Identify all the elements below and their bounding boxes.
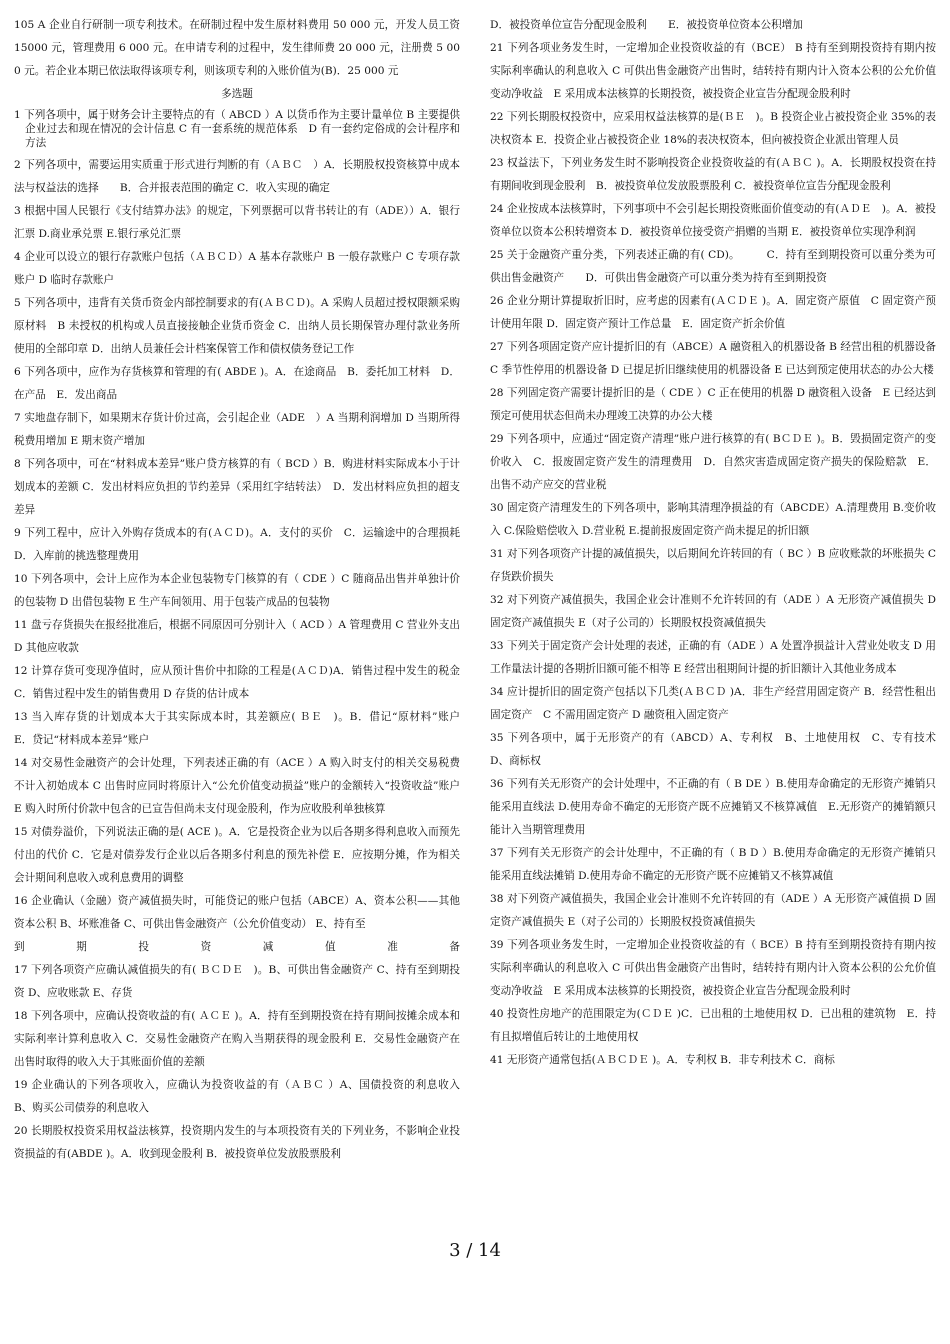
question-paragraph: 31 对下列各项资产计提的减值损失，以后期间允许转回的有（ BC ）B 应收账款的坏账损失 C 存货跌价损失 — [490, 548, 936, 583]
left-text-column — [14, 14, 471, 1166]
question-paragraph: 27 下列各项固定资产应计提折旧的有（ABCE）A 融资租入的机器设备 B 经营出租的机器设备 C 季节性停用的机器设备 D 已提足折旧继续使用的机器设备 E 已达到预定使用状态的办公大楼 — [490, 341, 936, 376]
question-paragraph: 14 对交易性金融资产的会计处理，下列表述正确的有（ACE ）A 购入时支付的相关交易税费不计入初始成本 C 出售时应同时将原计入“公允价值变动损益”账户的金额转入“投资收益”账户 E 购入时所付价款中包含的已宣告但尚未支付现金股利，作为应收股利单独核算 — [14, 757, 460, 815]
question-paragraph: 24 企业按成本法核算时，下列事项中不会引起长期投资账面价值变动的有(ＡＤＥ )。A．被投资单位以资本公积转增资本 D．被投资单位接受资产捐赠的当期 E．被投资单位实现净利润 — [490, 203, 936, 238]
question-paragraph: 7 实地盘存制下，如果期末存货计价过高，会引起企业（ADE ）A 当期利润增加 D 当期所得税费用增加 E 期末资产增加 — [14, 412, 460, 447]
question-paragraph: 39 下列各项业务发生时，一定增加企业投资收益的有（ BCE）B 持有至到期投资持有期内按实际利率确认的利息收入 C 可供出售金融资产出售时，结转持有期内计入资本公积的公允价值变动净收益 E 采用成本法核算的长期投资，被投资企业宣告分配现金股利时 — [490, 939, 936, 997]
question-paragraph: 19 企业确认的下列各项收入，应确认为投资收益的有（ＡＢＣ ）A、国债投资的利息收入 B、购买公司债券的利息收入 — [14, 1079, 471, 1114]
question-paragraph: 33 下列关于固定资产会计处理的表述，正确的有（ADE ）A 处置净损益计入营业处收支 D 用工作量法计提的各期折旧额可能不相等 E 经营出租期间计提的折旧额计入其他业务成本 — [490, 640, 936, 675]
question-paragraph: 37 下列有关无形资产的会计处理中，不正确的有（ B D ）B.使用寿命确定的无形资产摊销只能采用直线法摊销 D.使用寿命不确定的无形资产既不应摊销又不核算减值 — [490, 847, 936, 882]
question-paragraph: D．被投资单位宣告分配现金股利 E．被投资单位资本公积增加 — [490, 19, 803, 31]
question-paragraph: 35 下列各项中，属于无形资产的有（ABCD）A、专利权 B、土地使用权 C、专有技术 D、商标权 — [490, 732, 947, 767]
question-paragraph: 36 下列有关无形资产的会计处理中，不正确的有（ B DE ）B.使用寿命确定的无形资产摊销只能采用直线法 D.使用寿命不确定的无形资产既不应摊销又不核算减值 E.无形资产的摊销额只能计入当期管理费用 — [490, 778, 936, 836]
question-paragraph: 25 关于金融资产重分类，下列表述正确的有( CD)。 C．持有至到期投资可以重分类为可供出售金融资产 D．可供出售金融资产可以重分类为持有至到期投资 — [490, 249, 936, 284]
question-paragraph: 26 企业分期计算提取折旧时，应考虑的因素有(ＡＣＤＥ )。A．固定资产原值 C 固定资产预计使用年限 D．固定资产预计工作总量 E．固定资产折余价值 — [490, 295, 936, 330]
question-paragraph: 1 下列各项中，属于财务会计主要特点的有（ ABCD ）A 以货币作为主要计量单位 B 主要提供企业过去和现在情况的会计信息 C 有一套系统的规范体系 D 有一套约定俗成的会计程序和方法 — [14, 109, 460, 149]
question-paragraph: 28 下列固定资产需要计提折旧的是（ CDE ）C 正在使用的机器 D 融资租入设备 E 已经达到预定可使用状态但尚未办理竣工决算的办公大楼 — [490, 387, 936, 422]
question-paragraph: 2 下列各项中，需要运用实质重于形式进行判断的有（ＡＢＣ ）A．长期股权投资核算中成本法与权益法的选择 B．合并报表范围的确定 C．收入实现的确定 — [14, 159, 460, 194]
question-paragraph: 23 权益法下，下列业务发生时不影响投资企业投资收益的有(ＡＢＣ )。A．长期股权投资在持有期间收到现金股利 B．被投资单位发放股票股利 C．被投资单位宣告分配现金股利 — [490, 157, 936, 192]
question-paragraph: 40 投资性房地产的范围限定为(ＣＤＥ )C．已出租的土地使用权 D．已出租的建筑物 E．持有且拟增值后转让的土地使用权 — [490, 1008, 936, 1043]
page-number: 3 / 14 — [449, 1240, 501, 1261]
question-paragraph: 34 应计提折旧的固定资产包括以下几类(ＡＢＣＤ )A．非生产经营用固定资产 B．经营性租出固定资产 C 不需用固定资产 D 融资租入固定资产 — [490, 686, 936, 721]
right-text-column — [490, 14, 947, 1072]
question-paragraph: 多选题 — [221, 88, 253, 100]
question-paragraph: 41 无形资产通常包括(ＡＢＣＤＥ )。A．专利权 B．非专利技术 C．商标 — [490, 1054, 835, 1066]
question-paragraph: 10 下列各项中，会计上应作为本企业包装物专门核算的有（ CDE ）C 随商品出售并单独计价的包装物 D 出借包装物 E 生产车间领用、用于包装产成品的包装物 — [14, 573, 460, 608]
question-paragraph: 16 企业确认（金融）资产减值损失时，可能贷记的账户包括（ABCE）A、资本公积——其他资本公积 B、坏账准备 C、可供出售金融资产（公允价值变动） E、持有至 — [14, 895, 460, 930]
question-paragraph: 18 下列各项中，应确认投资收益的有( ＡＣＥ )。A．持有至到期投资在持有期间按摊余成本和实际利率计算利息收入 C．交易性金融资产在购入当期获得的现金股利 E．交易性金融资产在出售时取得的收入大于其账面价值的差额 — [14, 1010, 460, 1068]
question-paragraph: 20 长期股权投资采用权益法核算，投资期内发生的与本项投资有关的下列业务，不影响企业投资损益的有(ABDE )。A．收到现金股利 B．被投资单位发放股票股利 — [14, 1125, 460, 1160]
question-paragraph: 32 对下列资产减值损失，我国企业会计准则不允许转回的有（ADE ）A 无形资产减值损失 D 固定资产减值损失 E（对子公司的）长期股权投资减值损失 — [490, 594, 936, 629]
question-paragraph: 5 下列各项中，违背有关货币资金内部控制要求的有(ＡＢＣＤ)。A 采购人员超过授权限额采购原材料 B 未授权的机构或人员直接接触企业货币资金 C．出纳人员长期保管办理付款业务所使用的全部印章 D．出纳人员兼任会计档案保管工作和债权债务登记工作 — [14, 297, 460, 355]
question-paragraph: 11 盘亏存货损失在报经批准后，根据不同原因可分别计入（ ACD ）A 管理费用 C 营业外支出 D 其他应收款 — [14, 619, 460, 654]
question-paragraph: 38 对下列资产减值损失，我国企业会计准则不允许转回的有（ADE ）A 无形资产减值损 D 固定资产减值损失 E（对子公司的）长期股权投资减值损失 — [490, 893, 936, 928]
question-paragraph: 21 下列各项业务发生时，一定增加企业投资收益的有（BCE） B 持有至到期投资持有期内按实际利率确认的利息收入 C 可供出售金融资产出售时，结转持有期内计入资本公积的公允价值变动净收益 E 采用成本法核算的长期投资，被投资企业宣告分配现金股利时 — [490, 42, 936, 100]
question-paragraph: 30 固定资产清理发生的下列各项中，影响其清理净损益的有（ABCDE）A.清理费用 B.变价收入 C.保险赔偿收入 D.营业税 E.提前报废固定资产尚未提足的折旧额 — [490, 502, 936, 537]
question-paragraph: 12 计算存货可变现净值时，应从预计售价中扣除的工程是(ＡＣＤ)A．销售过程中发生的税金 C．销售过程中发生的销售费用 D 存货的估计成本 — [14, 665, 460, 700]
question-paragraph: 15 对债券溢价，下列说法正确的是( ACE )。A．它是投资企业为以后各期多得利息收入而预先付出的代价 C．它是对债券发行企业以后各期多付利息的预先补偿 E．应按期分摊，作为相关会计期间利息收入或利息费用的调整 — [14, 826, 460, 884]
question-paragraph: 4 企业可以设立的银行存款账户包括（ＡＢＣＤ）A 基本存款账户 B 一般存款账户 C 专项存款账户 D 临时存款账户 — [14, 251, 460, 286]
question-paragraph: 22 下列长期股权投资中，应采用权益法核算的是(ＢＥ )。B 投资企业占被投资企业 35%的表决权资本 E．投资企业占被投资企业 18%的表决权资本，但向被投资企业派出管理人员 — [490, 111, 936, 146]
question-paragraph: 9 下列工程中，应计入外购存货成本的有(ＡＣＤ)。A．支付的买价 C．运输途中的合理损耗 D．入库前的挑选整理费用 — [14, 527, 460, 562]
question-paragraph: 8 下列各项中，可在“材料成本差异”账户贷方核算的有（ BCD ）B．购进材料实际成本小于计划成本的差额 C．发出材料应负担的节约差异（采用红字结转法） D．发出材料应负担的超支差异 — [14, 458, 460, 516]
question-paragraph: 到 期 投 资 减 值 准 备 — [14, 941, 460, 953]
question-paragraph: 13 当入库存货的计划成本大于其实际成本时，其差额应( ＢＥ )。B．借记“原材料”账户 E．贷记“材料成本差异”账户 — [14, 711, 471, 746]
question-paragraph: 6 下列各项中，应作为存货核算和管理的有( ABDE )。A．在途商品 B．委托加工材料 D．在产品 E．发出商品 — [14, 366, 460, 401]
question-paragraph: 3 根据中国人民银行《支付结算办法》的规定，下列票据可以背书转让的有（ADE））A．银行汇票 D.商业承兑票 E.银行承兑汇票 — [14, 205, 460, 240]
question-paragraph: 105 A 企业自行研制一项专利技术。在研制过程中发生原材料费用 50 000 元，开发人员工资 15000 元，管理费用 6 000 元。在申请专利的过程中，发生律师费 20 000 元，注册费 5 000 元。若企业本期已依法取得该项专利，则该项专利的入账价值为(B)．25 000 元 — [14, 19, 460, 77]
question-paragraph: 17 下列各项资产应确认减值损失的有( ＢＣＤＥ )。B、可供出售金融资产 C、持有至到期投资 D、应收账款 E、存货 — [14, 964, 460, 999]
question-paragraph: 29 下列各项中，应通过“固定资产清理”账户进行核算的有( BＣＤＥ )。B．毁损固定资产的变价收入 C．报废固定资产发生的清理费用 D．自然灾害造成固定资产损失的保险赔款 E．出售不动产应交的营业税 — [490, 433, 936, 491]
